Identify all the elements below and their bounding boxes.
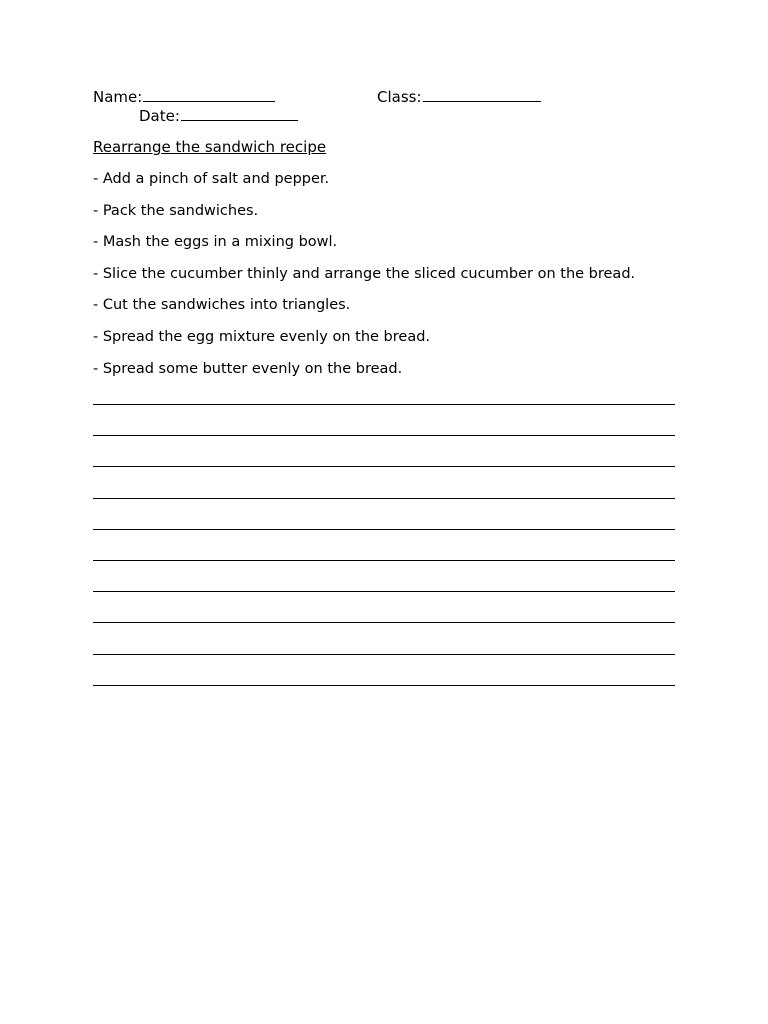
class-field xyxy=(377,87,541,106)
class-blank xyxy=(423,87,541,102)
recipe-step: - Spread the egg mixture evenly on the bread. xyxy=(93,328,431,345)
recipe-step: - Spread some butter evenly on the bread. xyxy=(93,360,403,377)
answer-line xyxy=(93,685,675,716)
class-label: Class: xyxy=(377,88,422,106)
worksheet-title: Rearrange the sandwich recipe xyxy=(93,138,327,156)
date-blank xyxy=(181,106,298,121)
recipe-step: - Mash the eggs in a mixing bowl. xyxy=(93,234,338,251)
answer-line xyxy=(93,435,675,466)
answer-line xyxy=(93,622,675,653)
date-label: Date: xyxy=(139,107,180,125)
recipe-step: - Slice the cucumber thinly and arrange the sliced cucumber on the bread. xyxy=(93,265,636,282)
answer-line xyxy=(93,654,675,685)
recipe-step: - Cut the sandwiches into triangles. xyxy=(93,297,351,314)
answer-line xyxy=(93,466,675,497)
recipe-step: - Add a pinch of salt and pepper. xyxy=(93,171,330,187)
answer-line xyxy=(93,591,675,622)
name-label: Name: xyxy=(93,88,143,106)
answer-lines xyxy=(93,404,675,716)
answer-line xyxy=(93,404,675,435)
answer-line xyxy=(93,560,675,591)
answer-line xyxy=(93,529,675,560)
answer-line xyxy=(93,498,675,529)
name-field xyxy=(93,87,275,106)
name-blank xyxy=(143,87,275,102)
recipe-steps-list xyxy=(93,170,635,391)
date-field xyxy=(139,106,298,125)
recipe-step: - Pack the sandwiches. xyxy=(93,202,259,219)
